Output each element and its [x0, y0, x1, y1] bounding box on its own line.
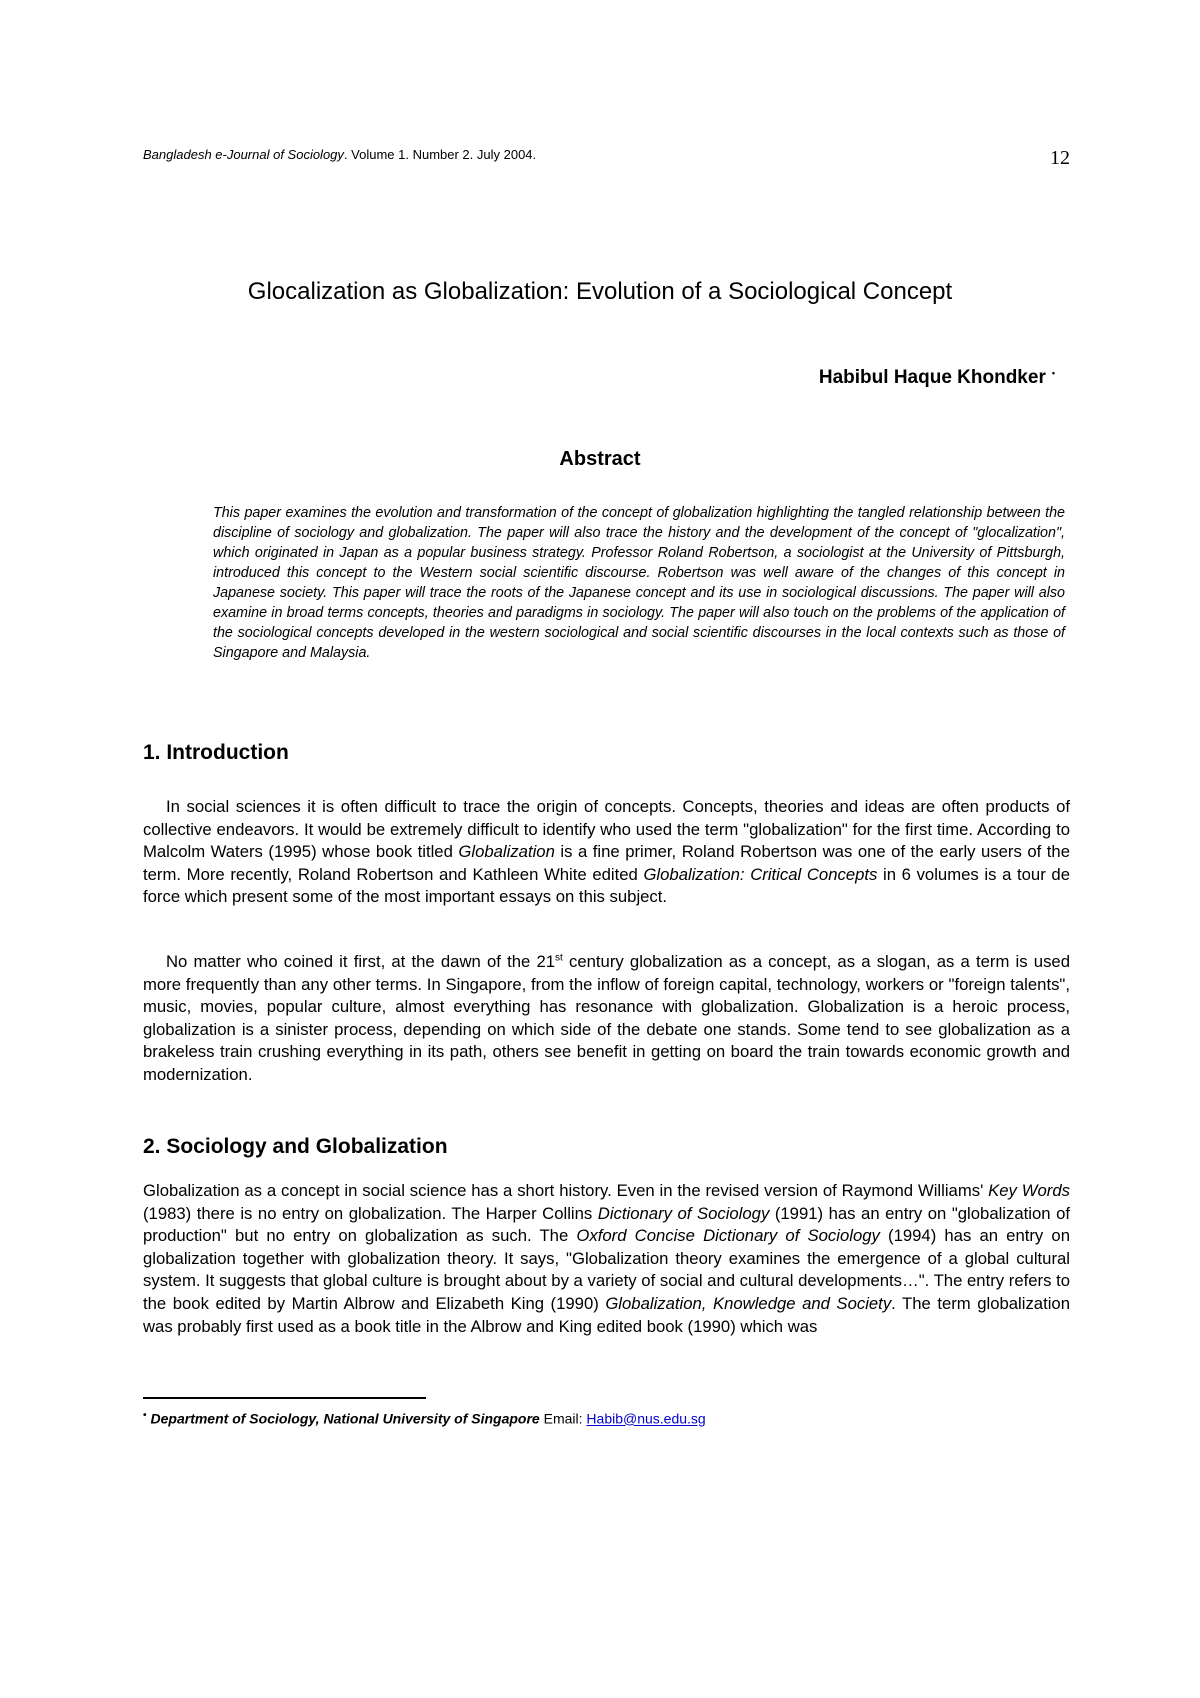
intro-paragraph-1 [143, 796, 1070, 909]
book-title: Globalization: Critical Concepts [643, 864, 878, 884]
running-header [143, 147, 1070, 171]
abstract-text: This paper examines the evolution and transformation of the concept of globalization highlighting the tangled relationship between the discipline of sociology and globalization. The paper will also trace the history and the development of the concept of "glocalization", which originated in Japan as a popular business strategy. Professor Roland Robertson, a sociologist at the University of Pittsburgh, introduced this concept to the Western social scientific discourse. Robertson was well aware of the changes of this concept in Japanese society. This paper will trace the roots of the Japanese concept and its use in sociological discussions. The paper will also examine in broad terms concepts, theories and paradigms in sociology. The paper will also touch on the problems of the application of the sociological concepts developed in the western sociological and social scientific discourses in the local contexts such as those of Singapore and Malaysia. [213, 505, 1065, 661]
text-run: . The term globalization was probably first used as a book title in the Albrow and King edited book (1990) which was [143, 1293, 1070, 1336]
footnote-affiliation: Department of Sociology, National University of Singapore [150, 1410, 540, 1427]
email-link[interactable]: Habib@nus.edu.sg [586, 1410, 706, 1427]
footnote-mark: • [143, 1410, 147, 1421]
text-run: In social sciences it is often difficult to trace the origin of concepts. Concepts, theories and ideas are often products of collective endeavors. It would be extremely difficult to identify who used the term "globalization" for the first time. According to Malcolm Waters (1995) whose book titled [143, 797, 1070, 862]
email-label: Email: [539, 1410, 587, 1427]
book-title: Globalization, Knowledge and Society [605, 1293, 892, 1313]
text-run: (1994) has an entry on globalization together with globalization theory. It says, "Globalization theory examines the emergence of a global cultural system. It suggests that global culture is brought about by a variety of social and cultural developments…". The entry refers to the book edited by Martin Albrow and Elizabeth King (1990) [143, 1226, 1070, 1313]
book-title: Oxford Concise Dictionary of Sociology [576, 1226, 880, 1246]
sociology-paragraph-1 [143, 1180, 1070, 1338]
author-name: Habibul Haque Khondker [818, 367, 1046, 388]
text-run: is a fine primer, Roland Robertson was one of the early users of the term. More recently, Roland Robertson and Kathleen White edited [143, 842, 1070, 884]
intro-paragraph-2 [143, 951, 1070, 1087]
section-heading-introduction: 1. Introduction [143, 741, 289, 764]
paper-title: Glocalization as Globalization: Evolution of a Sociological Concept [247, 278, 953, 305]
text-run: (1983) there is no entry on globalization. The Harper Collins [143, 1203, 598, 1223]
ordinal-suffix: st [555, 952, 563, 964]
author-line [819, 367, 1055, 389]
text-run: No matter who coined it first, at the dawn of the 21 [166, 952, 556, 971]
abstract-heading: Abstract [559, 448, 641, 470]
footnote-rule [143, 1397, 426, 1399]
text-run: Globalization as a concept in social science has a short history. Even in the revised version of Raymond Williams' [143, 1181, 989, 1200]
page-number: 12 [1050, 147, 1070, 169]
text-run: (1991) has an entry on "globalization of production" but no entry on globalization as such. The [143, 1203, 1070, 1246]
journal-name: Bangladesh e-Journal of Sociology [143, 147, 344, 162]
book-title: Dictionary of Sociology [597, 1203, 770, 1223]
author-footnote-mark[interactable]: • [1051, 367, 1055, 378]
footnote [143, 1410, 706, 1427]
journal-issue: . Volume 1. Number 2. July 2004. [343, 147, 537, 162]
journal-citation [143, 147, 536, 162]
text-run: in 6 volumes is a tour de force which present some of the most important essays on this subject. [143, 864, 1070, 907]
book-title: Key Words [988, 1181, 1070, 1200]
book-title: Globalization [458, 842, 555, 862]
text-run: century globalization as a concept, as a slogan, as a term is used more frequently than any other terms. In Singapore, from the inflow of foreign capital, technology, workers or "foreign talents", music, movies, popular culture, almost everything has resonance with globalization. Globalization is a heroic process, globalization is a sinister process, depending on which side of the debate one stands. Some tend to see globalization as a brakeless train crushing everything in its path, others see benefit in getting on board the train towards economic growth and modernization. [143, 952, 1070, 1084]
section-heading-sociology-and-globalization: 2. Sociology and Globalization [143, 1135, 448, 1158]
